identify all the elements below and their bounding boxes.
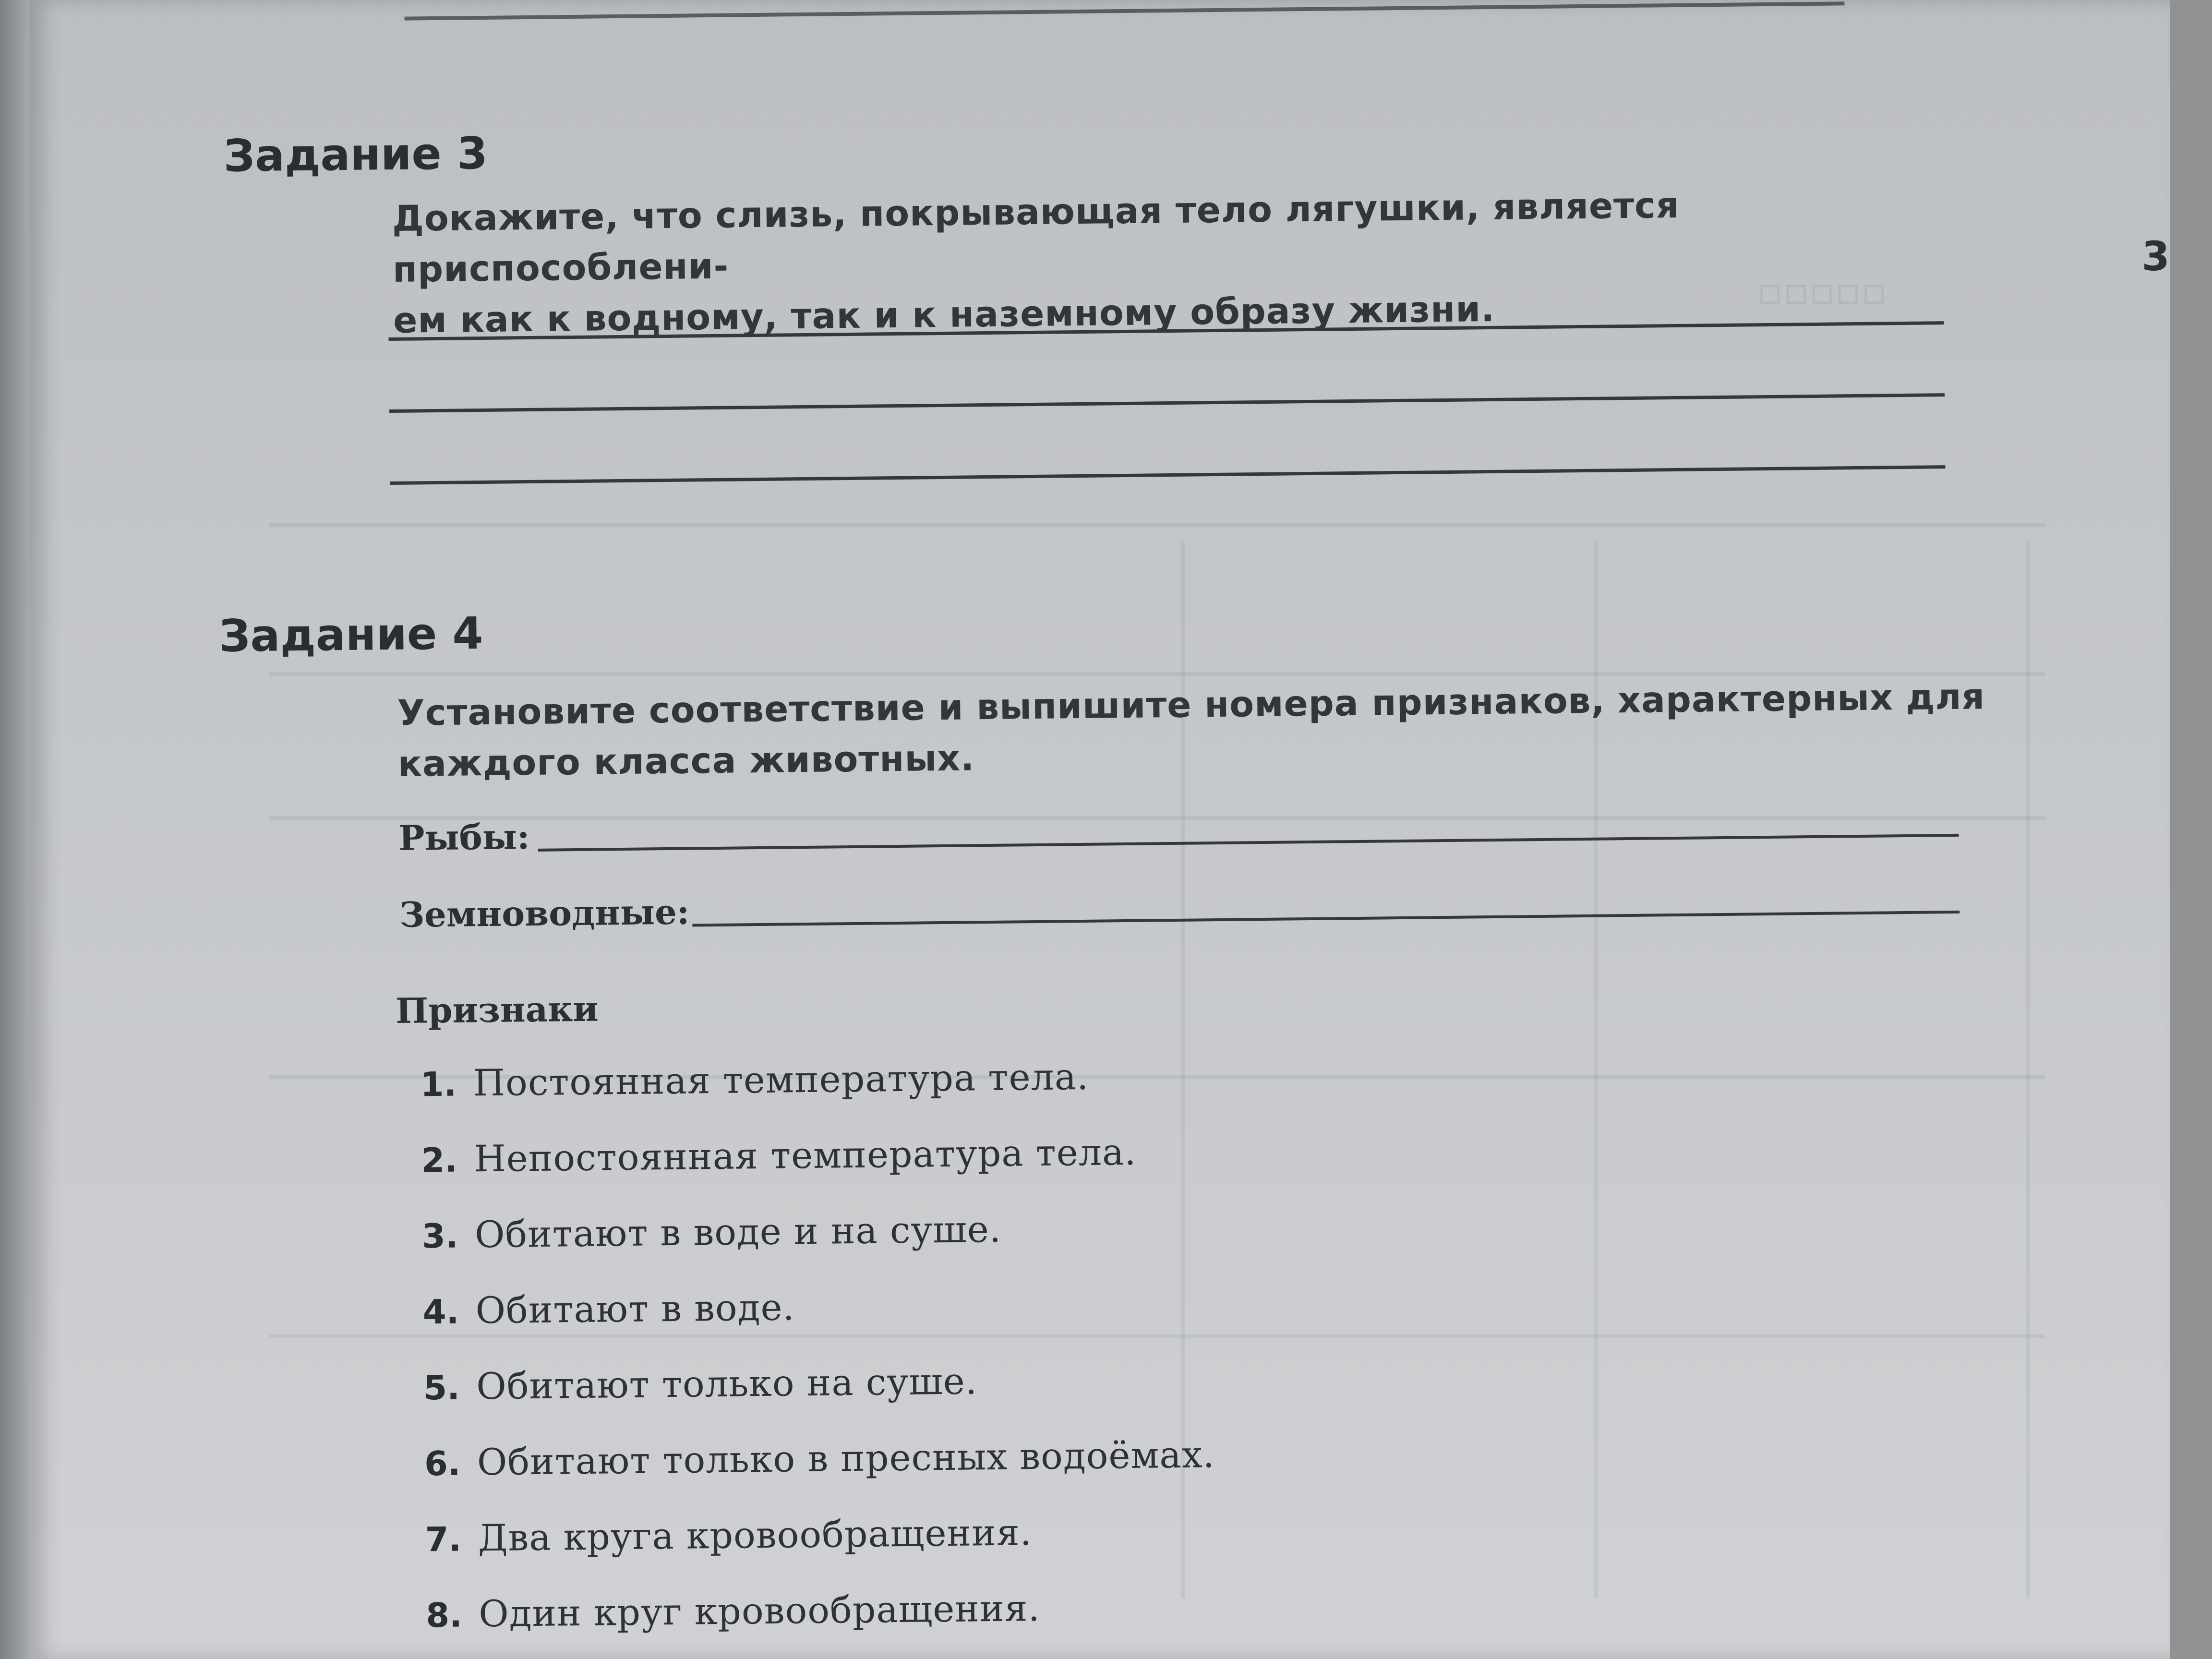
amphibians-label: Земноводные: xyxy=(399,891,690,935)
task3-answer-line-2[interactable] xyxy=(389,393,1945,413)
signs-title: Признаки xyxy=(395,988,599,1031)
item-text: Один круг кровообращения. xyxy=(478,1586,1041,1635)
task3-heading: Задание 3 xyxy=(223,127,488,182)
fish-label: Рыбы: xyxy=(398,816,530,858)
workbook-page xyxy=(29,0,2170,1659)
page-number-margin: 3 xyxy=(2141,233,2170,280)
item-number: 4. xyxy=(422,1292,459,1332)
list-item xyxy=(421,1130,1212,1214)
page-content xyxy=(29,0,2170,1659)
list-item xyxy=(424,1433,1215,1517)
list-item xyxy=(425,1509,1216,1593)
item-number: 3. xyxy=(421,1216,458,1256)
list-item xyxy=(422,1281,1214,1365)
item-number: 8. xyxy=(425,1595,463,1635)
item-number: 5. xyxy=(423,1368,460,1408)
task4-prompt-line2: каждого класса животных. xyxy=(397,737,975,785)
show-through-text: ▫▫▫▫▫ xyxy=(1757,269,1887,313)
amphibians-answer-line[interactable] xyxy=(692,911,1960,927)
task3-prompt xyxy=(392,176,2025,346)
item-number: 1. xyxy=(420,1064,457,1105)
task3-answer-line-3[interactable] xyxy=(390,465,1946,485)
list-item xyxy=(420,1054,1211,1138)
item-number: 7. xyxy=(425,1519,462,1560)
item-text: Обитают только в пресных водоёмах. xyxy=(477,1433,1215,1484)
book-spine-edge xyxy=(0,0,29,1659)
item-text: Обитают только на суше. xyxy=(476,1359,978,1408)
list-item xyxy=(422,1205,1213,1289)
item-text: Два круга кровообращения. xyxy=(478,1511,1033,1560)
signs-list xyxy=(420,1054,1217,1659)
fish-answer-line[interactable] xyxy=(538,834,1959,852)
task3-prompt-line2: ем как к водному, так и к наземному образу жизни. xyxy=(393,288,1495,341)
top-answer-line xyxy=(404,1,1844,20)
list-item xyxy=(423,1357,1214,1441)
list-item xyxy=(426,1585,1217,1659)
item-text: Обитают в воде. xyxy=(475,1286,795,1332)
task4-heading: Задание 4 xyxy=(218,608,483,662)
item-number: 6. xyxy=(424,1443,461,1484)
item-text: Непостоянная температура тела. xyxy=(473,1130,1137,1180)
task4-prompt xyxy=(397,671,2030,790)
item-text: Постоянная температура тела. xyxy=(473,1055,1089,1105)
task3-prompt-line1: Докажите, что слизь, покрывающая тело лягушки, является приспособлени- xyxy=(392,184,1680,290)
task4-prompt-line1: Установите соответствие и выпишите номера признаков, характерных для xyxy=(397,676,1985,734)
item-text: Обитают в воде и на суше. xyxy=(474,1207,1002,1256)
item-number: 2. xyxy=(421,1140,458,1180)
